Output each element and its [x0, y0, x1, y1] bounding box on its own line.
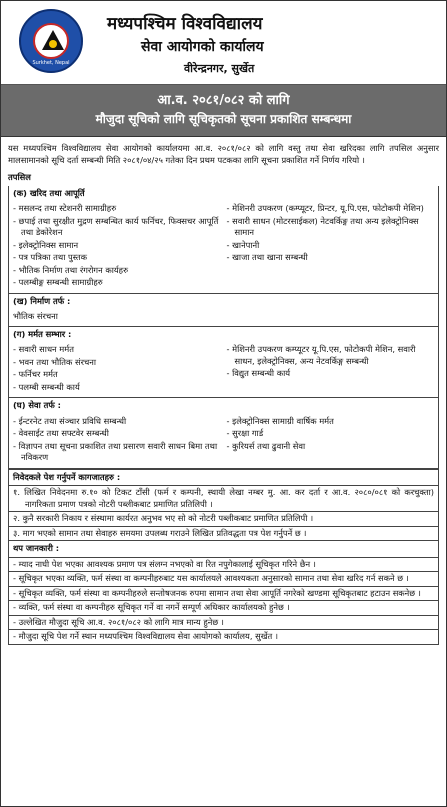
section-ga-list	[9, 342, 438, 397]
more-info-item: - व्यक्ति, फर्म संस्था वा कम्पनीहरु सूचिकृत गर्ने वा नगर्ने सम्पूर्ण अधिकार कार्यालयको हुनेछ ।	[9, 601, 438, 616]
notice-banner	[1, 85, 446, 137]
list-item: - खानेपानी	[226, 239, 260, 250]
section-ka-list	[9, 201, 438, 293]
section-gha	[8, 398, 439, 469]
list-item: - सवारी साधन (मोटरसाईकल) नेटवर्किङ्ग तथा अन्य इलेक्ट्रोनिक्स सामान	[226, 215, 419, 237]
more-info-item: - म्याद नाघी पेश भएका आवश्यक प्रमाण पत्र संलग्न नभएको वा रित नपुगेकालाई सूचिकृत गरिने छैन ।	[9, 558, 438, 573]
requirement-item: २. कुनै सरकारी निकाय र संस्थामा कार्यरत अनुभव भए सो को नोटरी पब्लीकबाट प्रमाणित प्रतिलिपी ।	[9, 512, 438, 527]
list-item: - वेवसाईट तथा सफ्टवेर सम्बन्धी	[13, 428, 109, 438]
list-item: - सवारी साधन मर्मत	[13, 344, 74, 354]
requirements-title: निवेदकले पेश गर्नुपर्ने कागजातहरु :	[9, 470, 438, 487]
office-name: सेवा आयोगको कार्यालय	[141, 39, 264, 55]
section-gha-left	[13, 416, 221, 465]
letterhead	[1, 1, 446, 85]
section-gha-list	[9, 414, 438, 468]
more-info-item: - मौजुदा सूचि पेश गर्ने स्थान मध्यपश्चिम विश्वविद्यालय सेवा आयोगको कार्यालय, सुर्खेत ।	[13, 631, 279, 641]
requirements-box	[8, 469, 439, 645]
section-ga-title: (ग) मर्मत सम्भार :	[13, 328, 72, 339]
list-item: - इलेक्ट्रोनिक्स सामाग्री वार्षिक मर्मत	[226, 415, 334, 426]
section-ka-right	[227, 203, 435, 290]
list-item: - सुरक्षा गार्ड	[226, 428, 264, 438]
list-item: - भवन तथा भौतिक संरचना	[13, 356, 97, 367]
list-item: - छपाई तथा सुरक्षीत मुद्रण सम्बन्धित कार्य फर्निचर, फिक्सचर आपूर्ति तथा डेकोरेशन	[13, 215, 219, 237]
banner-line-2: मौजुदा सूचिको लागि सूचिकृतको सूचना प्रकाशित सम्बन्धमा	[95, 112, 352, 126]
requirement-item: ३. माग भएको सामान तथा सेवाहरु समयमा उपलब्ध गराउने लिखित प्रतिवद्धता पत्र पेश गर्नुपर्ने छ ।	[9, 527, 438, 542]
list-item: - पत्र पत्रिका तथा पुस्तक	[13, 252, 88, 262]
list-item: - ईन्टरनेट तथा संञ्चार प्रविधि सम्बन्धी	[13, 415, 127, 426]
list-item: भौतिक संरचना	[13, 311, 58, 321]
section-ka-left	[13, 203, 221, 290]
list-item: - मेशिनरी उपकरण कम्प्यूटर यू.पि.एस, फोटोकपी मेशिन, सवारी साधन, इलेक्ट्रोनिक्स, अन्य नेटवर्किङ्ग सम्बन्धी	[226, 344, 416, 366]
list-item: - पलम्बीङ्ग सम्बन्धी सामाग्रीहरु	[13, 277, 103, 287]
university-name: मध्यपश्चिम विश्वविद्यालय	[107, 14, 263, 34]
section-kha-title: (ख) निर्माण तर्फ :	[13, 295, 71, 306]
notice-body	[1, 137, 446, 645]
list-item: - कुरियर्स तथा ढुवानी सेवा	[226, 440, 306, 451]
list-item: - फर्निचर मर्मत	[13, 369, 58, 379]
section-kha-list	[9, 309, 438, 326]
logo-text: Surkhet, Nepal	[32, 60, 70, 66]
list-item: - खाजा तथा खाना सम्बन्धी	[226, 252, 308, 262]
more-info-item: - सूचिकृत भएका व्यक्ति, फर्म संस्था वा कम्पनीहरुबाट यस कार्यालयले आवश्यकता अनुसारको सामान तथा सेवा खरिद गर्न सकने छ ।	[9, 572, 438, 587]
section-ka-title: (क) खरिद तथा आपूर्ति	[13, 187, 85, 198]
section-kha	[8, 294, 439, 327]
section-gha-right	[227, 416, 435, 465]
university-logo-icon	[19, 9, 83, 73]
requirement-item: १. लिखित निवेदनमा रु.१० को टिकट टाँसी (फर्म र कम्पनी, स्थायी लेखा नम्बर मु. आ. कर दर्ता र आ.व. २०८०/०८१ को करचुक्ता) नागरिकता प्रमाण पत्रको नोटरी पब्लीकबाट प्रमाणित प्रतिलिपी ।	[9, 486, 438, 512]
more-info-item: - उल्लेखित मौजुदा सूचि आ.व. २०८१/०८२ को लागि मात्र मान्य हुनेछ ।	[9, 616, 438, 631]
intro-paragraph: यस मध्यपश्चिम विश्वविद्यालय सेवा आयोगको कार्यालयमा आ.व. २०८१/०८२ को लागि वस्तु तथा सेवा खरिदका लागि तपसिल अनुसार मालसामानको सूचि दर्ता सम्बन्धी मिति २०८१/०४/२५ गतेका दिन प्रथम पटकका लागि सूचना प्रकाशित गर्ने निर्णय गरियो ।	[8, 143, 439, 165]
office-location: वीरेन्द्रनगर, सुर्खेत	[184, 62, 255, 75]
more-info-title: थप जानकारी :	[9, 541, 438, 558]
list-item: - विज्ञापन तथा सूचना प्रकाशित तथा प्रसारण सवारी साधन बिमा तथा नविकरण	[13, 440, 218, 462]
section-ga-left	[13, 344, 221, 394]
list-item: - भौतिक निर्माण तथा रंगरोगन कार्यहरु	[13, 264, 129, 275]
section-ga	[8, 327, 439, 399]
logo-emblem-icon	[33, 23, 69, 59]
list-item: - मेशिनरी उपकरण (कम्प्यूटर, प्रिन्टर, यू.पि.एस, फोटोकपी मेशिन)	[226, 203, 424, 213]
logo-dot-icon	[49, 40, 57, 48]
section-gha-title: (घ) सेवा तर्फ :	[13, 400, 61, 410]
more-info-item: - सूचिकृत व्यक्ति, फर्म संस्था वा कम्पनीहरुले सन्तोषजनक रुपमा सामान तथा सेवा आपूर्ति नगरेको खण्डमा सूचिकृतबाट हटाउन सकनेछ ।	[9, 587, 438, 602]
list-item: - विद्युत सम्बन्धी कार्य	[226, 368, 291, 378]
section-ga-right	[227, 344, 435, 394]
list-item: - मसलन्द तथा स्टेशनरी सामाग्रीहरु	[13, 203, 117, 213]
list-item: - इलेक्ट्रोनिक्स सामान	[13, 239, 79, 250]
banner-line-1: आ.व. २०८१/०८२ को लागि	[157, 93, 290, 108]
list-item: - पलम्बी सम्बन्धी कार्य	[13, 381, 80, 392]
section-ka	[8, 186, 439, 294]
schedule-title: तपसिल	[8, 172, 31, 182]
